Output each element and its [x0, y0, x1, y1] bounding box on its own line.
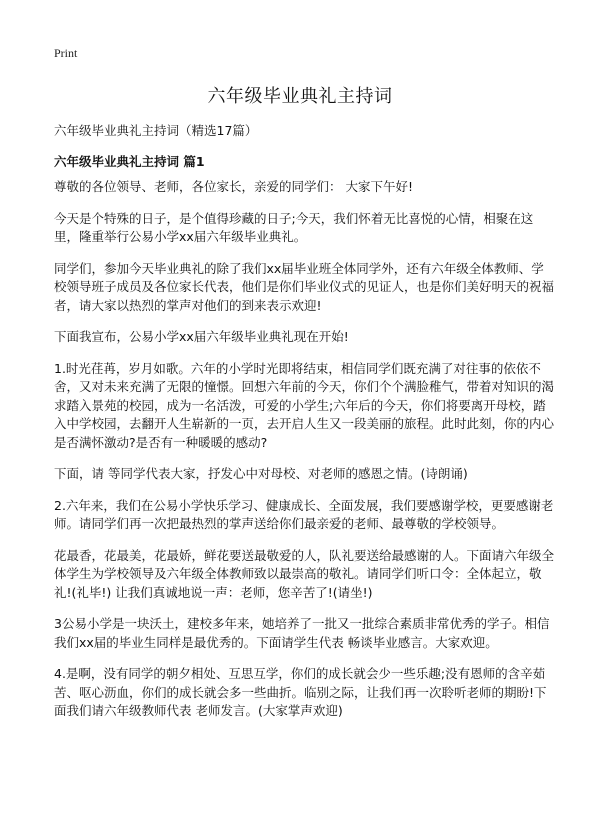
paragraph-poem-reading: 下面，请 等同学代表大家，抒发心中对母校、对老师的感恩之情。(诗朗诵)	[54, 466, 468, 481]
paragraph-special-day: 今天是个特殊的日子，是个值得珍藏的日子;今天，我们怀着无比喜悦的心情，相聚在这里，隆重举行公易小学xx届六年级毕业典礼。	[54, 210, 534, 244]
paragraph-section-1: 1.时光荏苒，岁月如歌。六年的小学时光即将结束，相信同学们既充满了对往事的依依不舍，又对未来充满了无限的憧憬。回想六年前的今天，你们个个满脸稚气，带着对知识的渴求踏入景苑的校园，成为一名活泼，可爱的小学生;六年后的今天，你们将要离开母校，踏入中学校园，去翻开人生崭新的一页，去开启人生又一段美丽的旅程。此时此刻，你的内心是否满怀激动?是否有一种暖暖的感动?	[54, 360, 555, 450]
paragraph-greeting: 尊敬的各位领导、老师，各位家长，亲爱的同学们： 大家下午好!	[54, 179, 413, 194]
print-link[interactable]: Print	[54, 46, 78, 60]
paragraph-welcome-guests: 同学们，参加今天毕业典礼的除了我们xx届毕业班全体同学外，还有六年级全体教师、学校领导班子成员及各位家长代表，他们是你们毕业仪式的见证人，也是你们美好明天的祝福者，请大家以热烈的掌声对他们的到来表示欢迎!	[54, 260, 555, 313]
section-heading: 六年级毕业典礼主持词 篇1	[54, 154, 205, 169]
page-title: 六年级毕业典礼主持词	[207, 86, 393, 107]
paragraph-section-3: 3公易小学是一块沃土，建校多年来，她培养了一批又一批综合素质非常优秀的学子。相信我们xx届的毕业生同样是最优秀的。下面请学生代表 畅谈毕业感言。大家欢迎。	[54, 616, 550, 650]
paragraph-section-2: 2.六年来，我们在公易小学快乐学习、健康成长、全面发展，我们要感谢学校，更要感谢老师。请同学们再一次把最热烈的掌声送给你们最亲爱的老师、最尊敬的学校领导。	[54, 497, 554, 531]
paragraph-announcement: 下面我宣布，公易小学xx届六年级毕业典礼现在开始!	[54, 329, 349, 344]
document-subtitle: 六年级毕业典礼主持词（精选17篇）	[54, 123, 258, 138]
document-body	[54, 178, 554, 734]
paragraph-section-4: 4.是啊，没有同学的朝夕相处、互思互学，你们的成长就会少一些乐趣;没有恩师的含辛茹苦、呕心沥血，你们的成长就会多一些曲折。临别之际，让我们再一次聆听老师的期盼!下面我们请六年级教师代表 老师发言。(大家掌声欢迎)	[54, 666, 547, 718]
paragraph-salute: 花最香，花最美，花最娇，鲜花要送最敬爱的人，队礼要送给最感谢的人。下面请六年级全体学生为学校领导及六年级全体教师致以最崇高的敬礼。请同学们听口令：全体起立，敬礼!(礼毕!) 让我们真诚地说一声：老师，您辛苦了!(请坐!)	[54, 547, 555, 600]
